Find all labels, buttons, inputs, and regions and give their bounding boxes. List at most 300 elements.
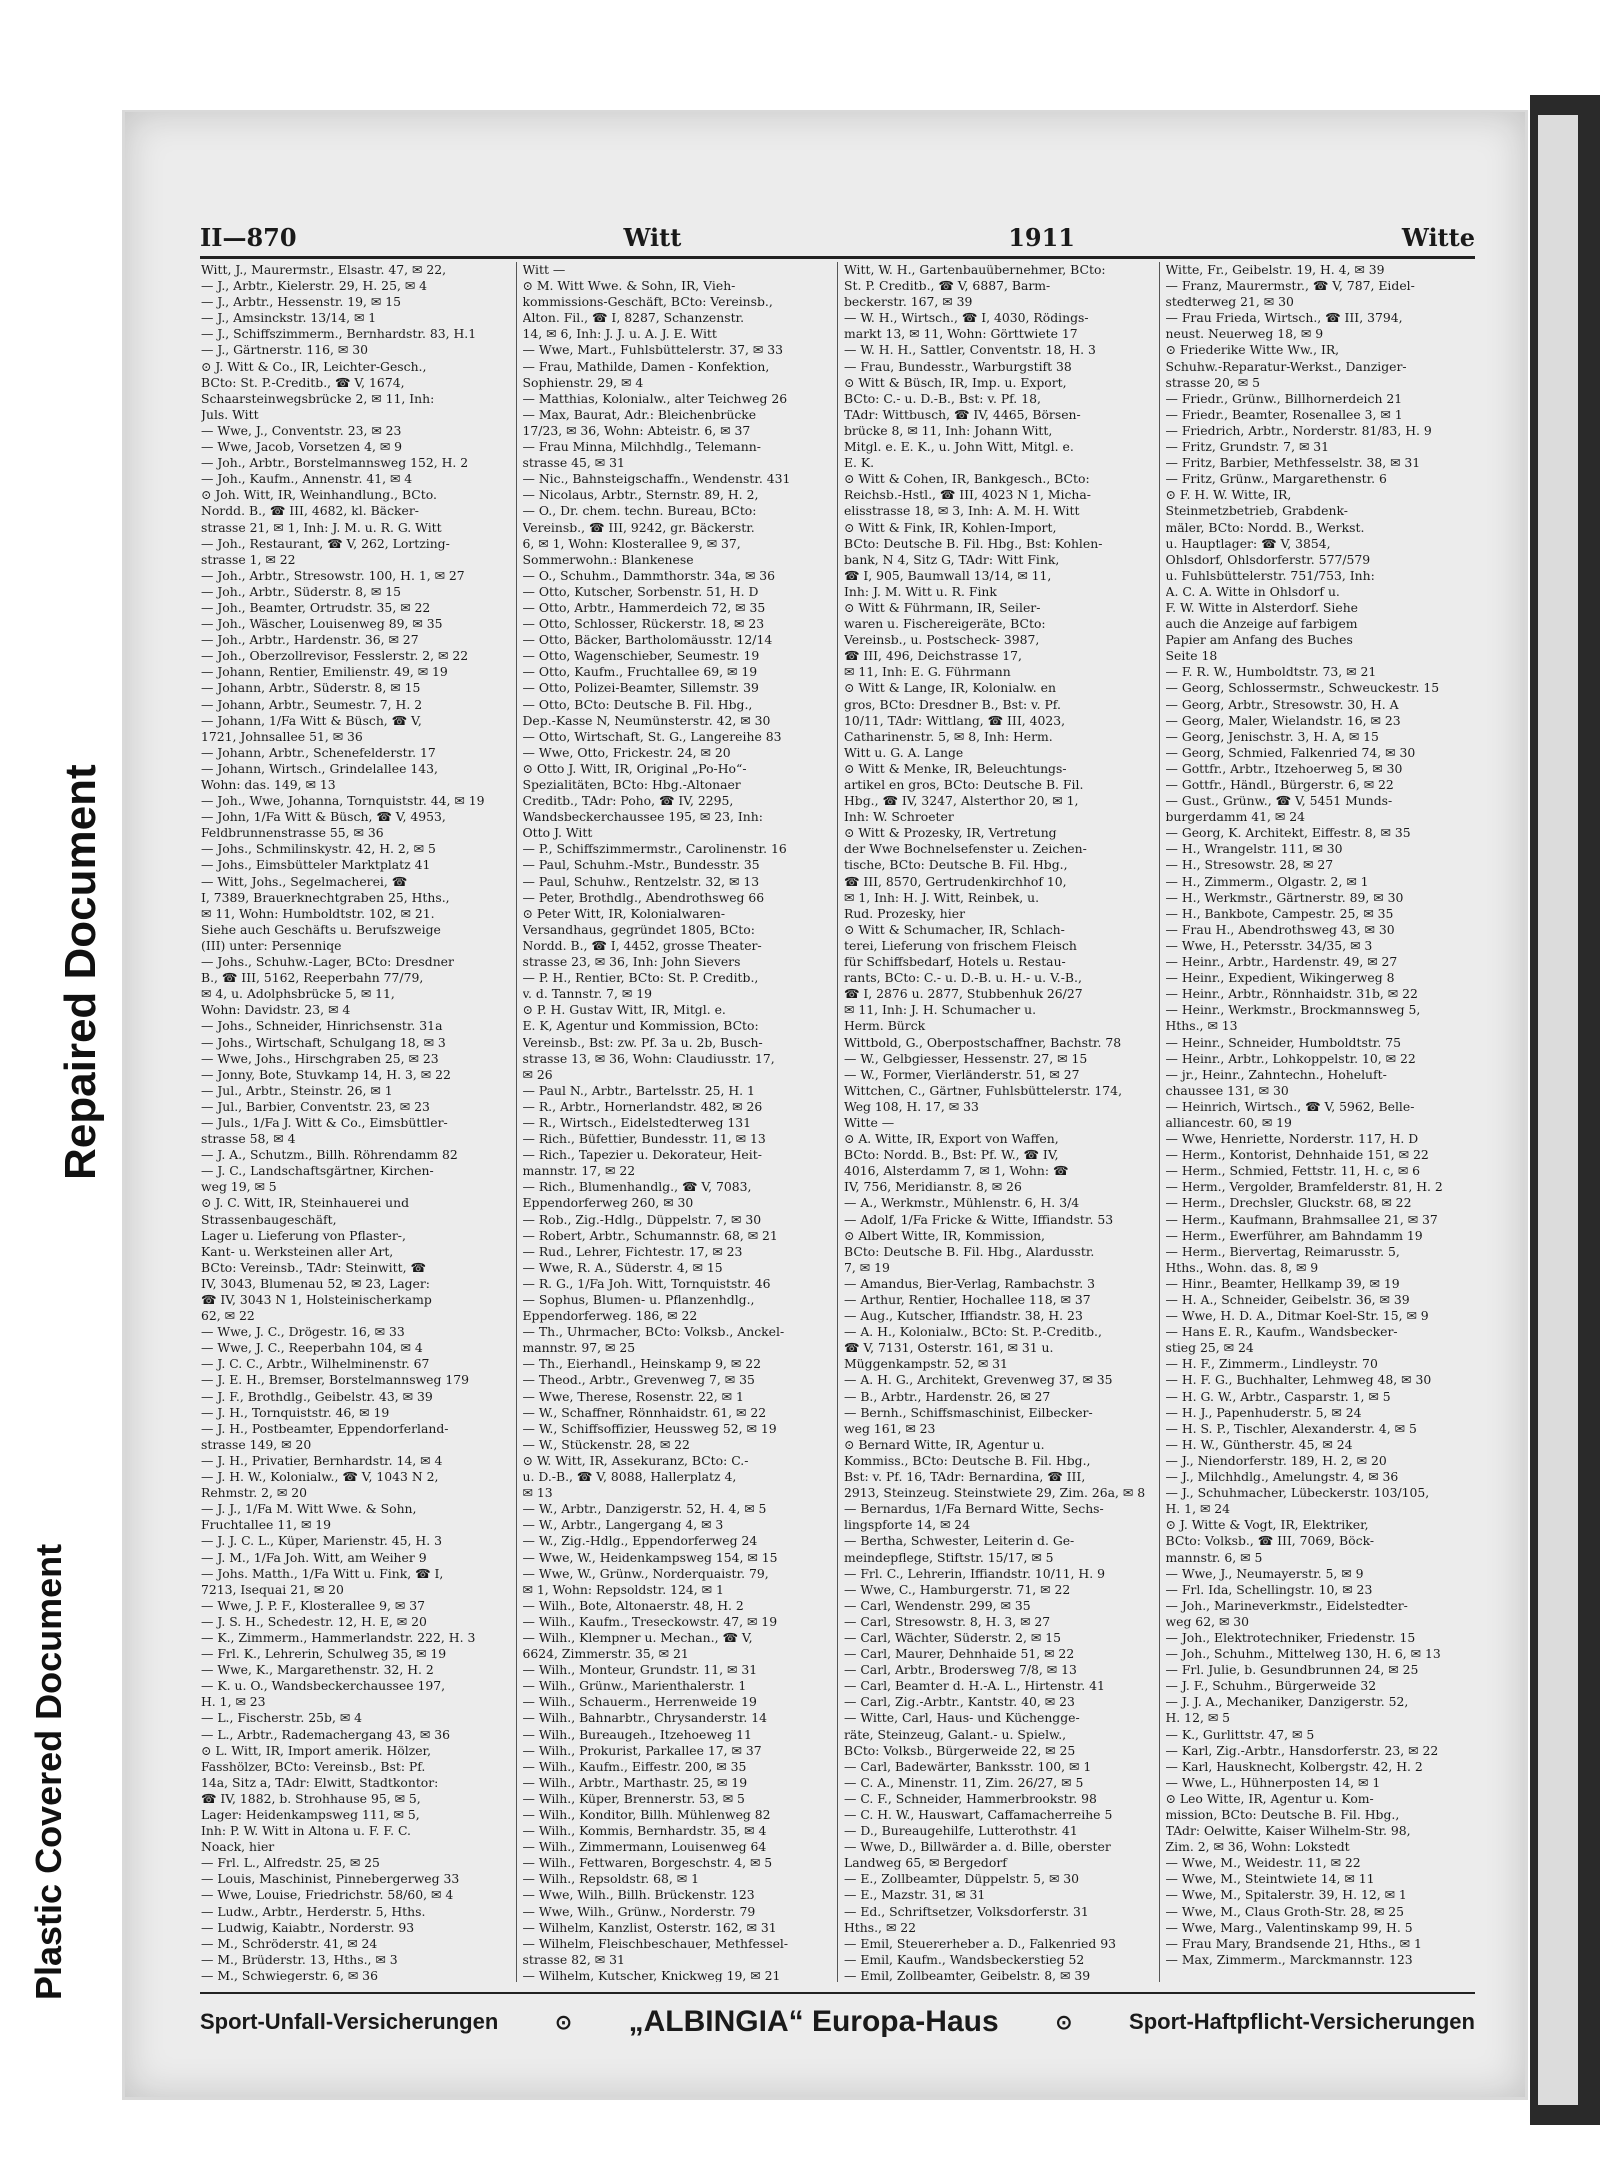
directory-entry-line: burgerdamm 41, ✉ 24	[1165, 809, 1306, 825]
directory-entry-line: ☎ I, 2876 u. 2877, Stubbenhuk 26/27	[844, 986, 1083, 1002]
directory-entry-line: — Frau Minna, Milchhdlg., Telemann-	[522, 439, 761, 455]
directory-entry-line: — Th., Eierhandl., Heinskamp 9, ✉ 22	[522, 1356, 762, 1372]
directory-entry-line: — Th., Uhrmacher, BCto: Volksb., Anckel-	[522, 1324, 785, 1340]
directory-entry-line: ✉ 4, u. Adolphsbrücke 5, ✉ 11,	[201, 986, 395, 1002]
directory-entry-line: — Georg, Schlossermstr., Schweuckestr. 15	[1165, 680, 1440, 696]
directory-entry-line: strasse 82, ✉ 31	[522, 1951, 625, 1967]
directory-entry-line: — Wwe, M., Claus Groth-Str. 28, ✉ 25	[1165, 1903, 1405, 1919]
directory-entry-line: — Johs. Matth., 1/Fa Witt u. Fink, ☎ I,	[201, 1565, 444, 1581]
directory-entry-line: — Joh., Wwe, Johanna, Tornquiststr. 44, ✉ 19	[201, 793, 485, 809]
directory-entry-line: — Jul., Arbtr., Steinstr. 26, ✉ 1	[201, 1082, 393, 1098]
directory-entry-line: — Wwe, Wilh., Billh. Brückenstr. 123	[522, 1887, 755, 1903]
directory-entry-line: ⊙ J. Witt & Co., IR, Leichter-Gesch.,	[201, 358, 427, 374]
directory-entry-line: — J. J., 1/Fa M. Witt Wwe. & Sohn,	[201, 1501, 417, 1517]
directory-entry-line: I, 7389, Brauerknechtgraben 25, Hths.,	[201, 889, 450, 905]
directory-entry-line: — R. G., 1/Fa Joh. Witt, Tornquiststr. 46	[522, 1275, 771, 1291]
directory-entry-line: — K., Zimmerm., Hammerlandstr. 222, H. 3	[201, 1629, 476, 1645]
directory-entry-line: — J. S. H., Schedestr. 12, H. E, ✉ 20	[201, 1613, 427, 1629]
directory-entry-line: — Joh., Restaurant, ☎ V, 262, Lortzing-	[201, 535, 450, 551]
directory-entry-line: ☎ V, 7131, Osterstr. 161, ✉ 31 u.	[844, 1340, 1054, 1356]
directory-entry-line: — Heinr., Expedient, Wikingerweg 8	[1165, 970, 1395, 986]
directory-entry-line: — Johann, Wirtsch., Grindelallee 143,	[201, 760, 438, 776]
directory-entry-line: strasse 149, ✉ 20	[201, 1436, 312, 1452]
directory-entry-line: — Heinr., Schneider, Humboldtstr. 75	[1165, 1034, 1402, 1050]
directory-entry-line: — Wilh., Fettwaren, Borgeschstr. 4, ✉ 5	[522, 1855, 773, 1871]
directory-entry-line: — D., Bureaugehilfe, Lutterothstr. 41	[844, 1823, 1078, 1839]
directory-entry-line: ⊙ Otto J. Witt, IR, Original „Po-Ho“-	[522, 760, 747, 776]
directory-entry-line: — Otto, BCto: Deutsche B. Fil. Hbg.,	[522, 696, 753, 712]
directory-entry-line: — Frl. Julie, b. Gesundbrunnen 24, ✉ 25	[1165, 1662, 1419, 1678]
directory-entry-line: — J. J. A., Mechaniker, Danzigerstr. 52,	[1165, 1694, 1409, 1710]
directory-entry-line: IV, 3043, Blumenau 52, ✉ 23, Lager:	[201, 1275, 430, 1291]
directory-entry-line: weg 161, ✉ 23	[844, 1420, 936, 1436]
directory-entry-line: — Wwe, M., Weidestr. 11, ✉ 22	[1165, 1855, 1361, 1871]
directory-entry-line: — Robert, Arbtr., Schumannstr. 68, ✉ 21	[522, 1227, 778, 1243]
directory-entry-line: — Wwe, Mart., Fuhlsbüttelerstr. 37, ✉ 33	[522, 342, 783, 358]
directory-entry-line: — W., Gelbgiesser, Hessenstr. 27, ✉ 15	[844, 1050, 1088, 1066]
directory-entry-line: — Wilh., Bureaugeh., Itzehoeweg 11	[522, 1726, 752, 1742]
directory-entry-line: — Frau Mary, Brandsende 21, Hths., ✉ 1	[1165, 1935, 1422, 1951]
directory-entry-line: Noack, hier	[201, 1839, 275, 1855]
directory-entry-line: beckerstr. 167, ✉ 39	[844, 294, 973, 310]
directory-entry-line: 7213, Isequai 21, ✉ 20	[201, 1581, 344, 1597]
directory-entry-line: — Heinr., Arbtr., Hardenstr. 49, ✉ 27	[1165, 954, 1398, 970]
directory-entry-line: Witt, W. H., Gartenbauübernehmer, BCto:	[844, 262, 1106, 277]
directory-entry-line: strasse 58, ✉ 4	[201, 1131, 296, 1147]
directory-entry-line: — Wilh., Bote, Altonaerstr. 48, H. 2	[522, 1597, 744, 1613]
directory-entry-line: — J. E. H., Bremser, Borstelmannsweg 179	[201, 1372, 470, 1388]
directory-entry-line: elisstrasse 18, ✉ 3, Inh: A. M. H. Witt	[844, 503, 1080, 519]
directory-entry-line: ⊙ Witt & Cohen, IR, Bankgesch., BCto:	[844, 471, 1090, 487]
directory-entry-line: IV, 756, Meridianstr. 8, ✉ 26	[844, 1179, 1022, 1195]
directory-entry-line: — Jul., Barbier, Conventstr. 23, ✉ 23	[201, 1098, 430, 1114]
directory-entry-line: Strassenbaugeschäft,	[201, 1211, 337, 1227]
directory-entry-line: — Wwe, J. C., Reeperbahn 104, ✉ 4	[201, 1340, 423, 1356]
directory-entry-line: ⊙ Witt & Schumacher, IR, Schlach-	[844, 921, 1065, 937]
directory-entry-line: — C. F., Schneider, Hammerbrookstr. 98	[844, 1790, 1097, 1806]
directory-entry-line: mäler, BCto: Nordd. B., Werkst.	[1165, 519, 1365, 535]
directory-entry-line: — Frau, Bundesstr., Warburgstift 38	[844, 358, 1072, 374]
directory-entry-line: 4016, Alsterdamm 7, ✉ 1, Wohn: ☎	[844, 1163, 1069, 1179]
directory-entry-line: — P. H., Rentier, BCto: St. P. Creditb.,	[522, 970, 759, 986]
directory-entry-line: — jr., Heinr., Zahntechn., Hoheluft-	[1165, 1066, 1387, 1082]
directory-entry-line: — Heinrich, Wirtsch., ☎ V, 5962, Belle-	[1165, 1098, 1415, 1114]
directory-entry-line: Landweg 65, ✉ Bergedorf	[844, 1855, 1007, 1871]
directory-entry-line: — Joh., Beamter, Ortrudstr. 35, ✉ 22	[201, 599, 431, 615]
directory-entry-line: — M., Schwiegerstr. 6, ✉ 36	[201, 1967, 378, 1982]
directory-entry-line: — Max, Baurat, Adr.: Bleichenbrücke	[522, 406, 757, 422]
directory-entry-line: Eppendorferweg. 186, ✉ 22	[522, 1308, 698, 1324]
directory-entry-line: auch die Anzeige auf farbigem	[1165, 616, 1358, 632]
directory-entry-line: Schaarsteinwegsbrücke 2, ✉ 11, Inh:	[201, 390, 435, 406]
directory-entry-line: — W., Arbtr., Langergang 4, ✉ 3	[522, 1517, 724, 1533]
footer-circle-icon-2: ⊙	[1055, 2011, 1073, 2034]
directory-entry-line: — Ludw., Arbtr., Herderstr. 5, Hths.	[201, 1903, 426, 1919]
directory-entry-line: für Schiffsbedarf, Hotels u. Restau-	[844, 954, 1066, 970]
directory-entry-line: — R., Wirtsch., Eidelstedterweg 131	[522, 1114, 751, 1130]
directory-entry-line: — Wilh., Kaufm., Eiffestr. 200, ✉ 35	[522, 1758, 747, 1774]
directory-entry-line: — Wwe, Marg., Valentinskamp 99, H. 5	[1165, 1919, 1413, 1935]
directory-entry-line: — J. F., Brothdlg., Geibelstr. 43, ✉ 39	[201, 1388, 433, 1404]
directory-entry-line: Hths., ✉ 22	[844, 1919, 917, 1935]
directory-entry-line: — Wilh., Zimmermann, Louisenweg 64	[522, 1839, 767, 1855]
directory-entry-line: — Wwe, J. C., Drögestr. 16, ✉ 33	[201, 1324, 405, 1340]
directory-entry-line: — Sophus, Blumen- u. Pflanzenhdlg.,	[522, 1292, 755, 1307]
directory-entry-line: — H. F. G., Buchhalter, Lehmweg 48, ✉ 30	[1165, 1372, 1432, 1388]
directory-entry-line: TAdr: Wittbusch, ☎ IV, 4465, Börsen-	[844, 406, 1081, 422]
directory-entry-line: Wittchen, C., Gärtner, Fuhlsbüttelerstr. 174,	[844, 1082, 1123, 1098]
directory-entry-line: — Peter, Brothdlg., Abendrothsweg 66	[522, 889, 765, 905]
directory-entry-line: der Wwe Bochnelsefenster u. Zeichen-	[844, 841, 1087, 857]
directory-entry-line: — Otto, Wirtschaft, St. G., Langereihe 83	[522, 728, 782, 744]
directory-entry-line: ⊙ Peter Witt, IR, Kolonialwaren-	[522, 905, 726, 921]
directory-entry-line: — Gottfr., Händl., Bürgerstr. 6, ✉ 22	[1165, 777, 1394, 792]
directory-entry-line: ⊙ Joh. Witt, IR, Weinhandlung., BCto.	[201, 487, 437, 503]
directory-entry-line: Wohn: Davidstr. 23, ✉ 4	[201, 1002, 351, 1018]
directory-entry-line: — Wwe, W., Grünw., Norderquaistr. 79,	[522, 1565, 769, 1581]
directory-entry-line: Witte, Fr., Geibelstr. 19, H. 4, ✉ 39	[1165, 262, 1385, 277]
directory-entry-line: — J. J. C. L., Küper, Marienstr. 45, H. 3	[201, 1533, 442, 1549]
directory-entry-line: kommissions-Geschäft, BCto: Vereinsb.,	[522, 294, 773, 310]
directory-entry-line: — Arthur, Rentier, Hochallee 118, ✉ 37	[844, 1292, 1091, 1307]
directory-entry-line: — Wilh., Monteur, Grundstr. 11, ✉ 31	[522, 1662, 758, 1678]
directory-entry-line: Wandsbeckerchaussee 195, ✉ 23, Inh:	[522, 809, 763, 825]
directory-entry-line: — Otto, Bäcker, Bartholomäusstr. 12/14	[522, 632, 773, 648]
directory-entry-line: — Nic., Bahnsteigschaffn., Wendenstr. 431	[522, 471, 791, 487]
directory-entry-line: ⊙ L. Witt, IR, Import amerik. Hölzer,	[201, 1742, 432, 1758]
directory-entry-line: — J., Schiffszimmerm., Bernhardstr. 83, H.1	[201, 326, 477, 342]
column-3	[838, 262, 1160, 1982]
directory-entry-line: — Wwe, J., Conventstr. 23, ✉ 23	[201, 422, 402, 438]
directory-entry-line: ⊙ P. H. Gustav Witt, IR, Mitgl. e.	[522, 1002, 726, 1018]
directory-entry-line: Hths., Wohn. das. 8, ✉ 9	[1165, 1259, 1319, 1275]
directory-entry-line: BCto: Deutsche B. Fil. Hbg., Alardusstr.	[844, 1243, 1095, 1259]
directory-entry-line: — Wwe, C., Hamburgerstr. 71, ✉ 22	[844, 1581, 1071, 1597]
directory-entry-line: v. d. Tannstr. 7, ✉ 19	[522, 986, 652, 1002]
directory-entry-line: — Georg, Maler, Wielandstr. 16, ✉ 23	[1165, 712, 1401, 728]
directory-entry-line: — Carl, Arbtr., Brodersweg 7/8, ✉ 13	[844, 1662, 1077, 1678]
directory-entry-line: — H. J., Papenhuderstr. 5, ✉ 24	[1165, 1404, 1362, 1420]
directory-entry-line: — Carl, Zig.-Arbtr., Kantstr. 40, ✉ 23	[844, 1694, 1075, 1710]
directory-entry-line: — Carl, Maurer, Dehnhaide 51, ✉ 22	[844, 1646, 1075, 1662]
directory-entry-line: Hbg., ☎ IV, 3247, Alsterthor 20, ✉ 1,	[844, 793, 1079, 809]
directory-entry-line: Nordd. B., ☎ I, 4452, grosse Theater-	[522, 937, 762, 953]
directory-entry-line: — Johs., Schneider, Hinrichsenstr. 31a	[201, 1018, 443, 1034]
directory-entry-line: — Wwe, Henriette, Norderstr. 117, H. D	[1165, 1131, 1419, 1147]
directory-entry-line: — O., Schuhm., Dammthorstr. 34a, ✉ 36	[522, 567, 776, 583]
directory-entry-line: — Fritz, Barbier, Methfesselstr. 38, ✉ 31	[1165, 455, 1421, 471]
directory-entry-line: ⊙ Witt & Menke, IR, Beleuchtungs-	[844, 760, 1067, 776]
directory-entry-line: — Wilh., Kommis, Bernhardstr. 35, ✉ 4	[522, 1823, 767, 1839]
directory-entry-line: ⊙ Witt & Lange, IR, Kolonialw. en	[844, 680, 1056, 696]
directory-entry-line: strasse 20, ✉ 5	[1165, 374, 1260, 390]
directory-entry-line: räte, Steinzeug, Galant.- u. Spielw.,	[844, 1726, 1067, 1742]
directory-entry-line: — Joh., Elektrotechniker, Friedenstr. 15	[1165, 1629, 1416, 1645]
directory-entry-line: — Wwe, J., Neumayerstr. 5, ✉ 9	[1165, 1565, 1364, 1581]
directory-entry-line: Witt u. G. A. Lange	[844, 744, 964, 760]
directory-entry-line: — M., Brüderstr. 13, Hths., ✉ 3	[201, 1951, 398, 1967]
directory-entry-line: — M., Schröderstr. 41, ✉ 24	[201, 1935, 378, 1951]
directory-entry-line: — W., Stückenstr. 28, ✉ 22	[522, 1436, 690, 1452]
directory-entry-line: Papier am Anfang des Buches	[1165, 632, 1353, 648]
directory-entry-line: rants, BCto: C.- u. D.-B. u. H.- u. V.-B.,	[844, 970, 1082, 986]
directory-entry-line: H. 1, ✉ 23	[201, 1694, 266, 1710]
directory-entry-line: — F. R. W., Humboldtstr. 73, ✉ 21	[1165, 664, 1377, 680]
directory-entry-line: BCto: Volksb., Bürgerweide 22, ✉ 25	[844, 1742, 1076, 1758]
directory-entry-line: — H. G. W., Arbtr., Casparstr. 1, ✉ 5	[1165, 1388, 1391, 1404]
directory-entry-line: — Georg, Arbtr., Stresowstr. 30, H. A	[1165, 696, 1399, 712]
directory-entry-line: Fruchtallee 11, ✉ 19	[201, 1517, 332, 1533]
directory-entry-line: BCto: C.- u. D.-B., Bst: v. Pf. 18,	[844, 390, 1041, 406]
directory-entry-line: — Wwe, H., Petersstr. 34/35, ✉ 3	[1165, 937, 1373, 953]
directory-entry-line: terei, Lieferung von frischem Fleisch	[844, 937, 1077, 953]
directory-entry-line: — W., Schiffsoffizier, Heussweg 52, ✉ 19	[522, 1420, 777, 1436]
directory-entry-line: — Wilhelm, Kutscher, Knickweg 19, ✉ 21	[522, 1967, 781, 1982]
directory-entry-line: — Emil, Kaufm., Wandsbeckerstieg 52	[844, 1951, 1085, 1967]
directory-entry-line: Hths., ✉ 13	[1165, 1018, 1238, 1034]
directory-entry-line: — Joh., Arbtr., Stresowstr. 100, H. 1, ✉ 27	[201, 567, 465, 583]
directory-entry-line: — Jonny, Bote, Stuvkamp 14, H. 3, ✉ 22	[201, 1066, 451, 1082]
directory-entry-line: — Aug., Kutscher, Iffiandstr. 38, H. 23	[844, 1308, 1083, 1324]
directory-entry-line: — J., Schuhmacher, Lübeckerstr. 103/105,	[1165, 1485, 1430, 1501]
directory-entry-line: — Juls., 1/Fa J. Witt & Co., Eimsbüttler-	[201, 1114, 448, 1130]
directory-entry-line: — Joh., Wäscher, Louisenweg 89, ✉ 35	[201, 616, 443, 632]
directory-entry-line: strasse 23, ✉ 36, Inh: John Sievers	[522, 954, 741, 970]
directory-entry-line: — Carl, Wächter, Süderstr. 2, ✉ 15	[844, 1629, 1061, 1645]
directory-entry-line: ☎ III, 496, Deichstrasse 17,	[844, 648, 1022, 664]
directory-entry-line: Ohlsdorf, Ohlsdorferstr. 577/579	[1165, 551, 1371, 567]
directory-entry-line: mannstr. 97, ✉ 25	[522, 1340, 636, 1356]
directory-entry-line: — Nicolaus, Arbtr., Sternstr. 89, H. 2,	[522, 487, 759, 503]
directory-entry-line: — Herm., Drechsler, Gluckstr. 68, ✉ 22	[1165, 1195, 1412, 1211]
directory-entry-line: — Gust., Grünw., ☎ V, 5451 Munds-	[1165, 793, 1393, 809]
footer-center-text: „ALBINGIA“ Europa-Haus	[628, 2005, 999, 2038]
directory-entry-line: — Louis, Maschinist, Pinnebergerweg 33	[201, 1871, 460, 1887]
directory-entry-line: Witt —	[522, 262, 566, 277]
directory-entry-line: ⊙ A. Witte, IR, Export von Waffen,	[844, 1131, 1059, 1147]
directory-entry-line: — L., Arbtr., Rademachergang 43, ✉ 36	[201, 1726, 451, 1742]
directory-entry-line: — H., Zimmerm., Olgastr. 2, ✉ 1	[1165, 873, 1369, 889]
directory-entry-line: — J. H., Postbeamter, Eppendorferland-	[201, 1420, 449, 1436]
directory-entry-line: — Otto, Kutscher, Sorbenstr. 51, H. D	[522, 583, 759, 599]
directory-entry-line: ✉ 1, Inh: H. J. Witt, Reinbek, u.	[844, 889, 1040, 905]
directory-entry-line: — Carl, Badewärter, Banksstr. 100, ✉ 1	[844, 1758, 1092, 1774]
header-right-keyword: Witte	[1401, 223, 1475, 252]
directory-entry-line: Wohn: das. 149, ✉ 13	[201, 777, 336, 792]
directory-entry-line: artikel en gros, BCto: Deutsche B. Fil.	[844, 777, 1084, 792]
directory-entry-line: H. 1, ✉ 24	[1165, 1501, 1231, 1517]
directory-entry-line: — W. H., Wirtsch., ☎ I, 4030, Rödings-	[844, 310, 1089, 326]
directory-entry-line: 62, ✉ 22	[201, 1308, 255, 1324]
directory-entry-line: — Fritz, Grundstr. 7, ✉ 31	[1165, 439, 1330, 455]
directory-entry-line: St. P. Creditb., ☎ V, 6887, Barm-	[844, 278, 1051, 294]
directory-entry-line: Witte —	[844, 1114, 895, 1130]
directory-entry-line: BCto: St. P.-Creditb., ☎ V, 1674,	[201, 374, 405, 390]
footer-left-text: Sport-Unfall-Versicherungen	[200, 2009, 499, 2034]
column-2	[517, 262, 839, 1982]
directory-entry-line: Steinmetzbetrieb, Grabdenk-	[1165, 503, 1348, 519]
directory-entry-line: Schuhw.-Reparatur-Werkst., Danziger-	[1165, 358, 1407, 374]
directory-entry-line: ⊙ M. Witt Wwe. & Sohn, IR, Vieh-	[522, 278, 736, 294]
directory-entry-line: — Wwe, Louise, Friedrichstr. 58/60, ✉ 4	[201, 1887, 454, 1903]
directory-entry-line: — Paul, Schuhw., Rentzelstr. 32, ✉ 13	[522, 873, 760, 889]
directory-entry-line: Versandhaus, gegründet 1805, BCto:	[522, 921, 755, 937]
directory-entry-line: — Wilh., Klempner u. Mechan., ☎ V,	[522, 1629, 753, 1645]
directory-entry-line: gros, BCto: Dresdner B., Bst: v. Pf.	[844, 696, 1061, 712]
directory-entry-line: — Wilh., Konditor, Billh. Mühlenweg 82	[522, 1807, 771, 1822]
directory-entry-line: Reichsb.-Hstl., ☎ III, 4023 N 1, Micha-	[844, 487, 1091, 503]
directory-entry-line: Vereinsb., ☎ III, 9242, gr. Bäckerstr.	[522, 519, 755, 535]
directory-entry-line: — Ed., Schriftsetzer, Volksdorferstr. 31	[844, 1903, 1089, 1919]
directory-entry-line: — A., Werkmstr., Mühlenstr. 6, H. 3/4	[844, 1195, 1080, 1211]
directory-entry-line: — Franz, Maurermstr., ☎ V, 787, Eidel-	[1165, 278, 1415, 294]
directory-entry-line: — Adolf, 1/Fa Fricke & Witte, Iffiandstr. 53	[844, 1211, 1114, 1227]
directory-entry-line: — Paul N., Arbtr., Bartelsstr. 25, H. 1	[522, 1082, 755, 1098]
directory-page	[125, 112, 1525, 2097]
directory-entry-line: — Karl, Zig.-Arbtr., Hansdorferstr. 23, ✉ 22	[1165, 1742, 1439, 1758]
directory-entry-line: — Rich., Tapezier u. Dekorateur, Heit-	[522, 1147, 762, 1163]
directory-entry-line: — Joh., Schuhm., Mittelweg 130, H. 6, ✉ 13	[1165, 1646, 1441, 1662]
directory-entry-line: F. W. Witte in Alsterdorf. Siehe	[1165, 599, 1359, 615]
directory-entry-line: Inh: J. M. Witt u. R. Fink	[844, 583, 997, 599]
directory-entry-line: — K. u. O., Wandsbeckerchaussee 197,	[201, 1678, 446, 1694]
directory-entry-line: — Johs., Schmilinskystr. 42, H. 2, ✉ 5	[201, 841, 436, 857]
directory-entry-line: ✉ 11, Wohn: Humboldtstr. 102, ✉ 21.	[201, 905, 435, 921]
directory-entry-line: — Rob., Zig.-Hdlg., Düppelstr. 7, ✉ 30	[522, 1211, 762, 1227]
header-year: 1911	[1008, 223, 1075, 252]
archive-stamp	[0, 0, 110, 2177]
directory-entry-line: — Wilh., Kaufm., Treseckowstr. 47, ✉ 19	[522, 1613, 778, 1629]
directory-entry-line: — Georg, Jenischstr. 3, H. A, ✉ 15	[1165, 728, 1379, 744]
directory-entry-line: — Otto, Arbtr., Hammerdeich 72, ✉ 35	[522, 599, 766, 615]
directory-entry-line: — Frau Frieda, Wirtsch., ☎ III, 3794,	[1165, 310, 1403, 326]
directory-entry-line: ⊙ Leo Witte, IR, Agentur u. Kom-	[1165, 1790, 1374, 1806]
directory-entry-line: mannstr. 6, ✉ 5	[1165, 1549, 1263, 1565]
directory-entry-line: — Herm., Kaufmann, Brahmsallee 21, ✉ 37	[1165, 1211, 1438, 1227]
directory-entry-line: strasse 13, ✉ 36, Wohn: Claudiusstr. 17,	[522, 1050, 775, 1066]
stamp-plastic-covered: Plastic Covered Document	[28, 1543, 69, 2000]
directory-entry-line: — Heinr., Arbtr., Rönnhaidstr. 31b, ✉ 22	[1165, 986, 1418, 1002]
directory-entry-line: — Wwe, Johs., Hirschgraben 25, ✉ 23	[201, 1050, 439, 1066]
directory-entry-line: — Johs., Eimsbütteler Marktplatz 41	[201, 857, 431, 873]
header-left-keyword: Witt	[623, 223, 682, 252]
directory-entry-line: lingspforte 14, ✉ 24	[844, 1517, 971, 1533]
directory-entry-line: — H. F., Zimmerm., Lindleystr. 70	[1165, 1356, 1378, 1372]
directory-entry-line: — J. F., Schuhm., Bürgerweide 32	[1165, 1678, 1377, 1694]
directory-entry-line: — Herm., Vergolder, Bramfelderstr. 81, H. 2	[1165, 1179, 1443, 1195]
directory-entry-line: — Frl. L., Alfredstr. 25, ✉ 25	[201, 1855, 380, 1871]
directory-entry-line: — Joh., Marineverkmstr., Eidelstedter-	[1165, 1597, 1408, 1613]
directory-entry-line: ✉ 11, Inh: E. G. Führmann	[844, 664, 1011, 680]
directory-entry-line: Inh: W. Schroeter	[844, 809, 954, 825]
directory-entry-line: ⊙ F. H. W. Witte, IR,	[1165, 487, 1292, 503]
directory-entry-line: ⊙ W. Witt, IR, Assekuranz, BCto: C.-	[522, 1452, 749, 1468]
directory-entry-line: 14, ✉ 6, Inh: J. J. u. A. J. E. Witt	[522, 326, 717, 342]
directory-entry-line: — Witt, Johs., Segelmacherei, ☎	[201, 873, 408, 889]
directory-entry-line: ☎ III, 8570, Gertrudenkirchhof 10,	[844, 873, 1067, 889]
directory-entry-line: — Herm., Schmied, Fettstr. 11, H. c, ✉ 6	[1165, 1163, 1421, 1179]
directory-entry-line: Zim. 2, ✉ 36, Wohn: Lokstedt	[1165, 1839, 1350, 1855]
directory-entry-line: ⊙ J. C. Witt, IR, Steinhauerei und	[201, 1195, 410, 1211]
directory-entry-line: — Wwe, W., Heidenkampsweg 154, ✉ 15	[522, 1549, 778, 1565]
directory-entry-line: — Heinr., Arbtr., Lohkoppelstr. 10, ✉ 22	[1165, 1050, 1416, 1066]
directory-entry-line: tische, BCto: Deutsche B. Fil. Hbg.,	[844, 857, 1068, 873]
directory-entry-line: — Bernardus, 1/Fa Bernard Witte, Sechs-	[844, 1501, 1104, 1517]
directory-entry-line: Catharinenstr. 5, ✉ 8, Inh: Herm.	[844, 728, 1053, 744]
directory-entry-line: Sommerwohn.: Blankenese	[522, 551, 694, 567]
directory-entry-line: mission, BCto: Deutsche B. Fil. Hbg.,	[1165, 1807, 1400, 1822]
stamp-repaired: Repaired Document	[56, 764, 105, 1180]
directory-entry-line: Kant- u. Werksteinen aller Art,	[201, 1243, 394, 1259]
directory-entry-line: — Carl, Beamter d. H.-A. L., Hirtenstr. 41	[844, 1678, 1105, 1694]
directory-entry-line: B., ☎ III, 5162, Reeperbahn 77/79,	[201, 970, 424, 986]
directory-entry-line: strasse 21, ✉ 1, Inh: J. M. u. R. G. Witt	[201, 519, 442, 535]
directory-entry-line: — Emil, Zollbeamter, Geibelstr. 8, ✉ 39	[844, 1967, 1091, 1982]
directory-entry-line: Witt, J., Maurermstr., Elsastr. 47, ✉ 22,	[201, 262, 447, 277]
directory-entry-line: Fasshölzer, BCto: Vereinsb., Bst: Pf.	[201, 1758, 426, 1774]
directory-entry-line: — J. M., 1/Fa Joh. Witt, am Weiher 9	[201, 1549, 427, 1565]
directory-entry-line: 2913, Steinzeug. Steinstwiete 29, Zim. 26a, ✉ 8	[844, 1485, 1146, 1501]
directory-entry-line: brücke 8, ✉ 11, Inh: Johann Witt,	[844, 422, 1053, 438]
directory-entry-line: — C. A., Minenstr. 11, Zim. 26/27, ✉ 5	[844, 1774, 1084, 1790]
directory-entry-line: 10/11, TAdr: Wittlang, ☎ III, 4023,	[844, 712, 1066, 728]
directory-entry-line: — Gottfr., Arbtr., Itzehoerweg 5, ✉ 30	[1165, 760, 1403, 776]
directory-entry-line: — W., Zig.-Hdlg., Eppendorferweg 24	[522, 1533, 758, 1549]
directory-entry-line: (III) unter: Persenniqe	[201, 937, 342, 953]
directory-entry-line: — Hinr., Beamter, Hellkamp 39, ✉ 19	[1165, 1275, 1400, 1291]
directory-entry-line: Otto J. Witt	[522, 825, 593, 841]
directory-entry-line: ✉ 1, Wohn: Repsoldstr. 124, ✉ 1	[522, 1581, 724, 1597]
directory-entry-line: — H., Bankbote, Campestr. 25, ✉ 35	[1165, 905, 1394, 921]
directory-entry-line: — Johann, Arbtr., Schenefelderstr. 17	[201, 744, 436, 760]
directory-entry-line: — Wwe, Jacob, Vorsetzen 4, ✉ 9	[201, 439, 403, 455]
directory-entry-line: — Johs., Schuhw.-Lager, BCto: Dresdner	[201, 954, 454, 970]
directory-entry-line: markt 13, ✉ 11, Wohn: Görttwiete 17	[844, 326, 1078, 342]
directory-entry-line: — J., Niendorferstr. 189, H. 2, ✉ 20	[1165, 1452, 1387, 1468]
directory-entry-line: ☎ IV, 1882, b. Strohhause 95, ✉ 5,	[201, 1790, 421, 1806]
directory-entry-line: stieg 25, ✉ 24	[1165, 1340, 1254, 1356]
directory-entry-line: — John, 1/Fa Witt & Büsch, ☎ V, 4953,	[201, 809, 446, 825]
directory-entry-line: — P., Schiffszimmermstr., Carolinenstr. 16	[522, 841, 787, 857]
directory-entry-line: Lager: Heidenkampsweg 111, ✉ 5,	[201, 1807, 420, 1822]
directory-entry-line: ⊙ Bernard Witte, IR, Agentur u.	[844, 1436, 1045, 1452]
directory-entry-line: u. Fuhlsbüttelerstr. 751/753, Inh:	[1165, 567, 1375, 583]
column-4	[1160, 262, 1481, 1982]
directory-entry-line: — Wwe, D., Billwärder a. d. Bille, oberster	[844, 1839, 1111, 1855]
directory-entry-line: alliancestr. 60, ✉ 19	[1165, 1114, 1292, 1130]
directory-entry-line: — Otto, Polizei-Beamter, Sillemstr. 39	[522, 680, 759, 696]
directory-entry-line: — Wwe, M., Spitalerstr. 39, H. 12, ✉ 1	[1165, 1887, 1407, 1903]
directory-entry-line: 1721, Johnsallee 51, ✉ 36	[201, 728, 363, 744]
directory-entry-line: neust. Neuerweg 18, ✉ 9	[1165, 326, 1324, 342]
directory-entry-line: — J., Milchhdlg., Amelungstr. 4, ✉ 36	[1165, 1469, 1399, 1485]
directory-entry-line: Creditb., TAdr: Poho, ☎ IV, 2295,	[522, 793, 734, 809]
directory-entry-line: — W. H. H., Sattler, Conventstr. 18, H. 3	[844, 342, 1096, 358]
directory-entry-line: — Wwe, Therese, Rosenstr. 22, ✉ 1	[522, 1388, 744, 1404]
directory-entry-line: — Johann, Arbtr., Seumestr. 7, H. 2	[201, 696, 423, 712]
footer-right-text: Sport-Haftpflicht-Versicherungen	[1129, 2009, 1475, 2034]
directory-entry-line: — Otto, Wagenschieber, Seumestr. 19	[522, 648, 760, 664]
directory-entry-line: Inh: P. W. Witt in Altona u. F. F. C.	[201, 1823, 411, 1839]
directory-entry-line: E. K.	[844, 455, 875, 471]
directory-entry-line: — Wilh., Arbtr., Marthastr. 25, ✉ 19	[522, 1774, 748, 1790]
directory-entry-line: Vereinsb., Bst: zw. Pf. 3a u. 2b, Busch-	[522, 1034, 763, 1050]
directory-entry-line: — Amandus, Bier-Verlag, Rambachstr. 3	[844, 1275, 1096, 1291]
directory-entry-line: waren u. Fischereigeräte, BCto:	[844, 616, 1046, 632]
directory-entry-line: — Wilh., Bahnarbtr., Chrysanderstr. 14	[522, 1710, 767, 1726]
directory-entry-line: Feldbrunnenstrasse 55, ✉ 36	[201, 825, 384, 841]
directory-entry-line: — J. A., Schutzm., Billh. Röhrendamm 82	[201, 1147, 458, 1163]
